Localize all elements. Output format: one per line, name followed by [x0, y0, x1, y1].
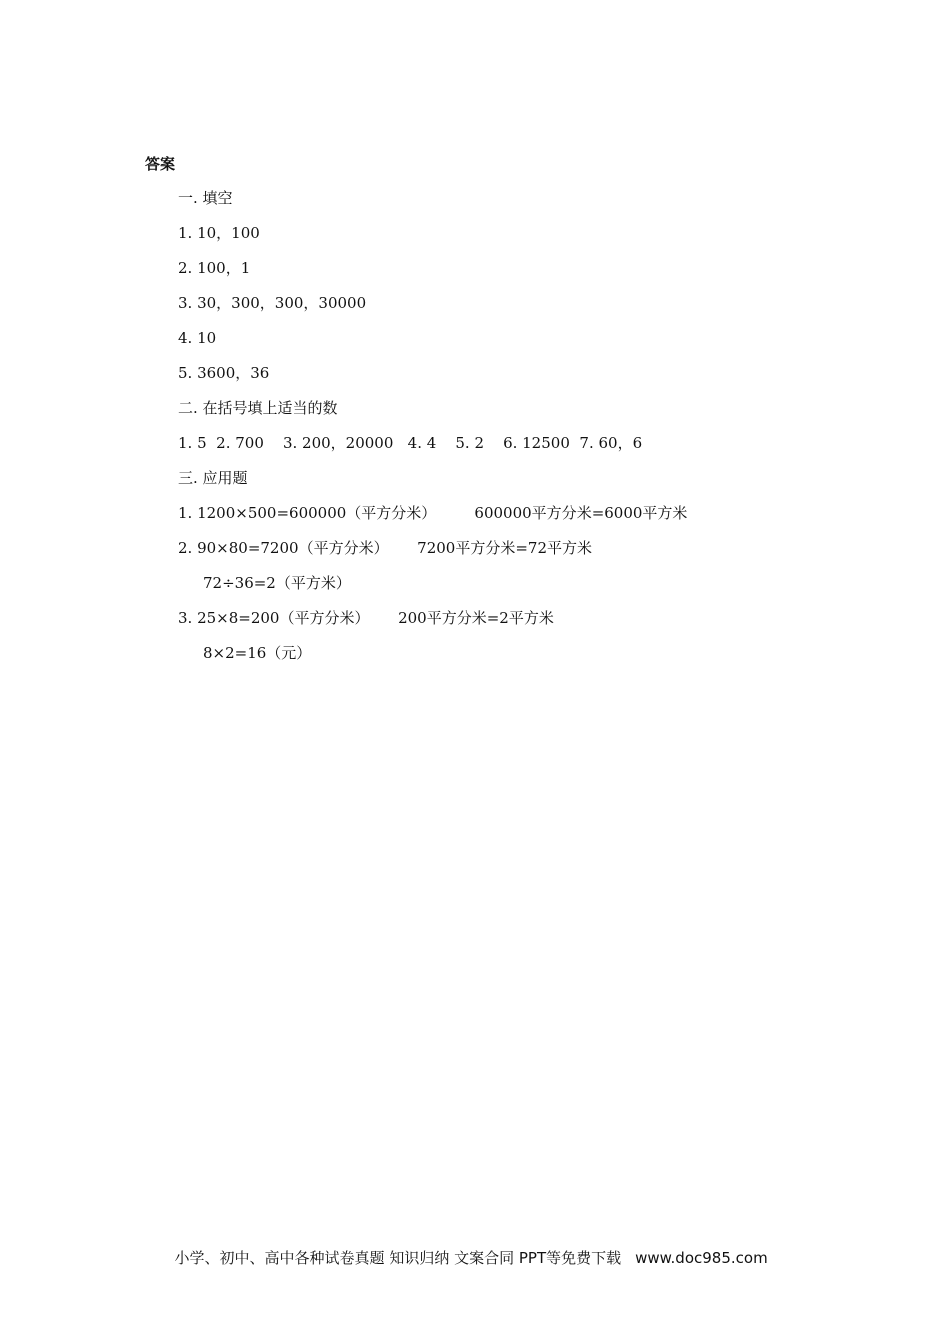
answer-line: 3. 25×8=200（平方分米） 200平方分米=2平方米: [178, 609, 554, 627]
answer-line: 3. 30，300，300，30000: [178, 294, 367, 312]
footer: [165, 1228, 768, 1268]
answer-line: 1. 10，100: [178, 224, 260, 242]
answer-line: 5. 3600，36: [178, 364, 270, 382]
section-heading-brackets: 二. 在括号填上适当的数: [178, 399, 338, 417]
footer-text: 小学、初中、高中各种试卷真题 知识归纳 文案合同 PPT等免费下载: [174, 1249, 622, 1267]
answer-line: 1. 5 2. 700 3. 200，20000 4. 4 5. 2 6. 12500 7. 60，6: [178, 434, 643, 452]
footer-url[interactable]: www.doc985.com: [635, 1249, 768, 1267]
section-heading-application: 三. 应用题: [178, 469, 248, 487]
answer-line: 8×2=16（元）: [203, 644, 312, 662]
answer-title: 答案: [145, 155, 176, 173]
answer-line: 4. 10: [178, 329, 217, 347]
answer-line: 72÷36=2（平方米）: [203, 574, 351, 592]
answer-line: 2. 100，1: [178, 259, 251, 277]
answer-line: 2. 90×80=7200（平方分米） 7200平方分米=72平方米: [178, 539, 593, 557]
section-heading-fill-blank: 一. 填空: [178, 189, 233, 207]
answer-line: 1. 1200×500=600000（平方分米） 600000平方分米=6000平方米: [178, 504, 688, 522]
